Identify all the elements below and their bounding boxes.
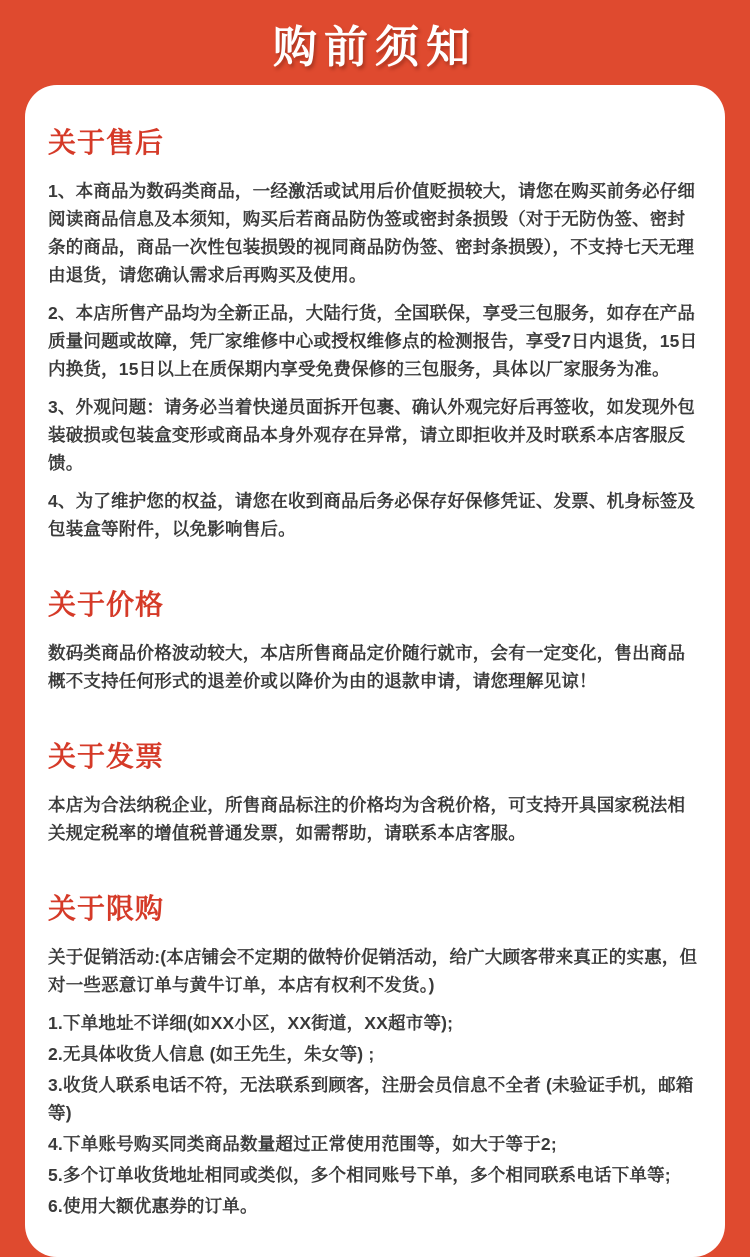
price-paragraph: 数码类商品价格波动较大，本店所售商品定价随行就市，会有一定变化，售出商品概不支持任何形式的退差价或以降价为由的退款申请，请您理解见谅！ bbox=[48, 643, 686, 691]
purchase-limit-item-3: 3.收货人联系电话不符，无法联系到顾客，注册会员信息不全者 (未验证手机，邮箱等) bbox=[48, 1075, 694, 1123]
section-purchase-limit bbox=[48, 887, 702, 1220]
after-sales-paragraph-2: 2、本店所售产品均为全新正品，大陆行货，全国联保，享受三包服务，如存在产品质量问题或故障，凭厂家维修中心或授权维修点的检测报告，享受7日内退货，15日内换货，15日以上在质保期内享受免费保修的三包服务，具体以厂家服务为准。 bbox=[48, 303, 698, 379]
section-price bbox=[48, 583, 702, 695]
after-sales-paragraph-1: 1、本商品为数码类商品，一经激活或试用后价值贬损较大，请您在购买前务必仔细阅读商品信息及本须知，购买后若商品防伪签或密封条损毁（对于无防伪签、密封条的商品，商品一次性包装损毁的视同商品防伪签、密封条损毁），不支持七天无理由退货，请您确认需求后再购买及使用。 bbox=[48, 181, 696, 285]
after-sales-paragraph-3: 3、外观问题：请务必当着快递员面拆开包裹、确认外观完好后再签收，如发现外包装破损或包装盒变形或商品本身外观存在异常，请立即拒收并及时联系本店客服反馈。 bbox=[48, 397, 696, 473]
notice-card bbox=[25, 85, 725, 1257]
purchase-limit-item-1: 1.下单地址不详细(如XX小区，XX街道，XX超市等); bbox=[48, 1013, 454, 1033]
purchase-limit-item-2: 2.无具体收货人信息 (如王先生，朱女等) ; bbox=[48, 1044, 375, 1064]
section-after-sales bbox=[48, 121, 702, 543]
purchase-limit-intro: 关于促销活动:(本店铺会不定期的做特价促销活动，给广大顾客带来真正的实惠，但对一些恶意订单与黄牛订单，本店有权利不发货。) bbox=[48, 947, 698, 995]
section-heading-after-sales: 关于售后 bbox=[48, 127, 165, 158]
invoice-paragraph: 本店为合法纳税企业，所售商品标注的价格均为含税价格，可支持开具国家税法相关规定税率的增值税普通发票，如需帮助，请联系本店客服。 bbox=[48, 795, 686, 843]
section-heading-price: 关于价格 bbox=[48, 589, 165, 620]
section-invoice bbox=[48, 735, 702, 847]
after-sales-paragraph-4: 4、为了维护您的权益，请您在收到商品后务必保存好保修凭证、发票、机身标签及包装盒等附件，以免影响售后。 bbox=[48, 491, 696, 539]
section-heading-purchase-limit: 关于限购 bbox=[48, 893, 165, 924]
purchase-limit-item-6: 6.使用大额优惠券的订单。 bbox=[48, 1196, 258, 1216]
purchase-limit-item-4: 4.下单账号购买同类商品数量超过正常使用范围等，如大于等于2; bbox=[48, 1134, 557, 1154]
purchase-limit-item-5: 5.多个订单收货地址相同或类似，多个相同账号下单，多个相同联系电话下单等; bbox=[48, 1165, 671, 1185]
page-header bbox=[0, 0, 750, 85]
page-title: 购前须知 bbox=[273, 22, 477, 72]
section-heading-invoice: 关于发票 bbox=[48, 741, 165, 772]
